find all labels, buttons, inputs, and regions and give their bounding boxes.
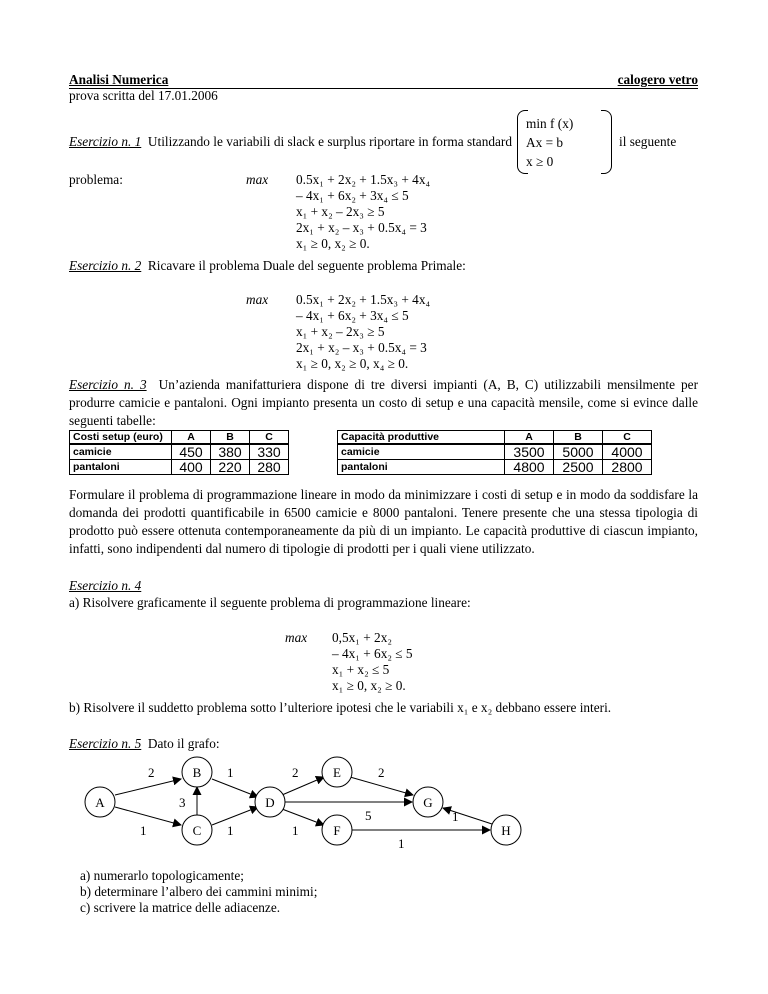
node-label: G xyxy=(423,795,433,810)
node-label: E xyxy=(333,765,341,780)
ex1-line: – 4x₁ + 6x₂ + 3x₄ ≤ 5 xyxy=(296,188,409,203)
ex2-line: 2x₁ + x₂ – x₃ + 0.5x₄ = 3 xyxy=(296,340,427,355)
node-c xyxy=(182,815,212,845)
capacity-cell: 2500 xyxy=(554,460,603,475)
exercise-4-label: Esercizio n. 4 xyxy=(69,578,142,593)
edge-c-d xyxy=(212,807,258,825)
weight-d-g: 5 xyxy=(365,808,372,823)
weight-a-b: 2 xyxy=(148,765,155,780)
setup-cell: 380 xyxy=(211,444,250,460)
setup-cost-title: Costi setup (euro) xyxy=(70,431,172,445)
capacity-cell: 3500 xyxy=(505,444,554,460)
weight-h-g: 1 xyxy=(452,809,459,824)
ex1-line: x₁ + x₂ – 2x₃ ≥ 5 xyxy=(296,204,385,219)
node-h xyxy=(491,815,521,845)
setup-cell: 330 xyxy=(250,444,289,460)
capacity-col-b: B xyxy=(554,431,603,445)
edge-d-f xyxy=(282,809,324,825)
capacity-cell: 4800 xyxy=(505,460,554,475)
edge-a-b xyxy=(115,779,181,795)
exercise-1-text: Utilizzando le variabili di slack e surplus riportare in forma standard xyxy=(147,134,512,149)
node-label: C xyxy=(192,823,202,838)
setup-cell: 450 xyxy=(172,444,211,460)
weight-e-g: 2 xyxy=(378,765,385,780)
node-f xyxy=(322,815,352,845)
exercise-4-part-a: a) Risolvere graficamente il seguente problema di programmazione lineare: xyxy=(69,595,471,610)
ex2-max-label: max xyxy=(246,292,269,307)
node-label: B xyxy=(192,765,202,780)
edge-d-e xyxy=(282,777,324,795)
ex1-max-label: max xyxy=(246,172,269,187)
standard-form-line-2: Ax = b xyxy=(526,135,564,150)
ex2-line: – 4x₁ + 6x₂ + 3x₄ ≤ 5 xyxy=(296,308,409,323)
standard-form-line-1: min f (x) xyxy=(526,116,574,131)
ex1-line: 2x₁ + x₂ – x₃ + 0.5x₄ = 3 xyxy=(296,220,427,235)
setup-col-a: A xyxy=(172,431,211,445)
capacity-cell: 5000 xyxy=(554,444,603,460)
node-b xyxy=(182,757,212,787)
ex4-max-label: max xyxy=(285,630,308,645)
node-e xyxy=(322,757,352,787)
weight-d-e: 2 xyxy=(292,765,299,780)
author-name: calogero vetro xyxy=(617,72,698,87)
exercise-3-task: Formulare il problema di programmazione lineare in modo da minimizzare i costi di setup e in modo da soddisfare la domanda dei prodotti quantificabile in 6500 camicie e 8000 pantaloni. Tenere presente che una stessa tipologia di prodotto può essere ottenuta contemporaneamente da più di un impianto. Le capacità produttive di ciascun impianto, infatti, sono indipendenti dal numero di tipologie di prodotti per i quali viene utilizzato. xyxy=(69,487,698,556)
exercise-3-intro-text: Un’azienda manifatturiera dispone di tre diversi impianti (A, B, C) utilizzabili mensilmente per produrre camicie e pantaloni. Ogni impianto presenta un costo di setup e una capacità mensile, come si evince dalle seguenti tabelle: xyxy=(69,377,698,428)
node-label: D xyxy=(265,795,275,810)
setup-row-label: pantaloni xyxy=(70,460,172,475)
capacity-row-label: camicie xyxy=(338,444,505,460)
edge-b-d xyxy=(212,779,258,797)
exam-date: prova scritta del 17.01.2006 xyxy=(69,88,218,103)
ex4-line: 0,5x₁ + 2x₂ xyxy=(332,630,392,645)
task-item: c) scrivere la matrice delle adiacenze. xyxy=(80,900,281,915)
node-label: F xyxy=(333,823,341,838)
exercise-1-after: il seguente xyxy=(619,134,677,149)
capacity-col-a: A xyxy=(505,431,554,445)
ex4-line: – 4x₁ + 6x₂ ≤ 5 xyxy=(332,646,413,661)
node-label: A xyxy=(95,795,105,810)
weight-f-h: 1 xyxy=(398,836,405,851)
ex1-line: x₁ ≥ 0, x₂ ≥ 0. xyxy=(296,236,370,251)
ex2-line: x₁ + x₂ – 2x₃ ≥ 5 xyxy=(296,324,385,339)
weight-d-f: 1 xyxy=(292,823,299,838)
capacity-col-c: C xyxy=(603,431,652,445)
ex4-line: x₁ + x₂ ≤ 5 xyxy=(332,662,390,677)
exercise-5-text: Dato il grafo: xyxy=(147,736,220,751)
node-a xyxy=(85,787,115,817)
problem-label: problema: xyxy=(69,172,123,187)
node-g xyxy=(413,787,443,817)
exercise-2-label: Esercizio n. 2 xyxy=(69,258,142,273)
capacity-cell: 4000 xyxy=(603,444,652,460)
setup-col-c: C xyxy=(250,431,289,445)
exercise-2-text: Ricavare il problema Duale del seguente problema Primale: xyxy=(147,258,466,273)
setup-cell: 400 xyxy=(172,460,211,475)
setup-col-b: B xyxy=(211,431,250,445)
capacity-row-label: pantaloni xyxy=(338,460,505,475)
exercise-1-label: Esercizio n. 1 xyxy=(69,134,142,149)
node-d xyxy=(255,787,285,817)
exercise-5-tasks xyxy=(80,868,317,916)
capacity-title: Capacità produttive xyxy=(338,431,505,445)
ex2-line: x₁ ≥ 0, x₂ ≥ 0, x₄ ≥ 0. xyxy=(296,356,409,371)
edge-h-g xyxy=(443,808,492,824)
weight-a-c: 1 xyxy=(140,823,147,838)
exercise-3-label: Esercizio n. 3 xyxy=(69,377,147,392)
ex1-line: 0.5x₁ + 2x₂ + 1.5x₃ + 4x₄ xyxy=(296,172,431,187)
standard-form-line-3: x ≥ 0 xyxy=(526,154,554,169)
exercise-4-part-b: b) Risolvere il suddetto problema sotto l’ulteriore ipotesi che le variabili x₁ e x₂ debbano essere interi. xyxy=(69,700,612,715)
task-item: b) determinare l’albero dei cammini minimi; xyxy=(80,884,318,899)
setup-cell: 280 xyxy=(250,460,289,475)
weight-c-d: 1 xyxy=(227,823,234,838)
setup-cell: 220 xyxy=(211,460,250,475)
setup-row-label: camicie xyxy=(70,444,172,460)
weight-c-b: 3 xyxy=(179,795,186,810)
weight-b-d: 1 xyxy=(227,765,234,780)
node-label: H xyxy=(501,823,511,838)
ex2-line: 0.5x₁ + 2x₂ + 1.5x₃ + 4x₄ xyxy=(296,292,431,307)
capacity-cell: 2800 xyxy=(603,460,652,475)
exercise-5-label: Esercizio n. 5 xyxy=(69,736,142,751)
edge-a-c xyxy=(115,807,181,825)
ex4-line: x₁ ≥ 0, x₂ ≥ 0. xyxy=(332,678,406,693)
course-title: Analisi Numerica xyxy=(69,72,169,87)
task-item: a) numerarlo topologicamente; xyxy=(80,868,244,883)
